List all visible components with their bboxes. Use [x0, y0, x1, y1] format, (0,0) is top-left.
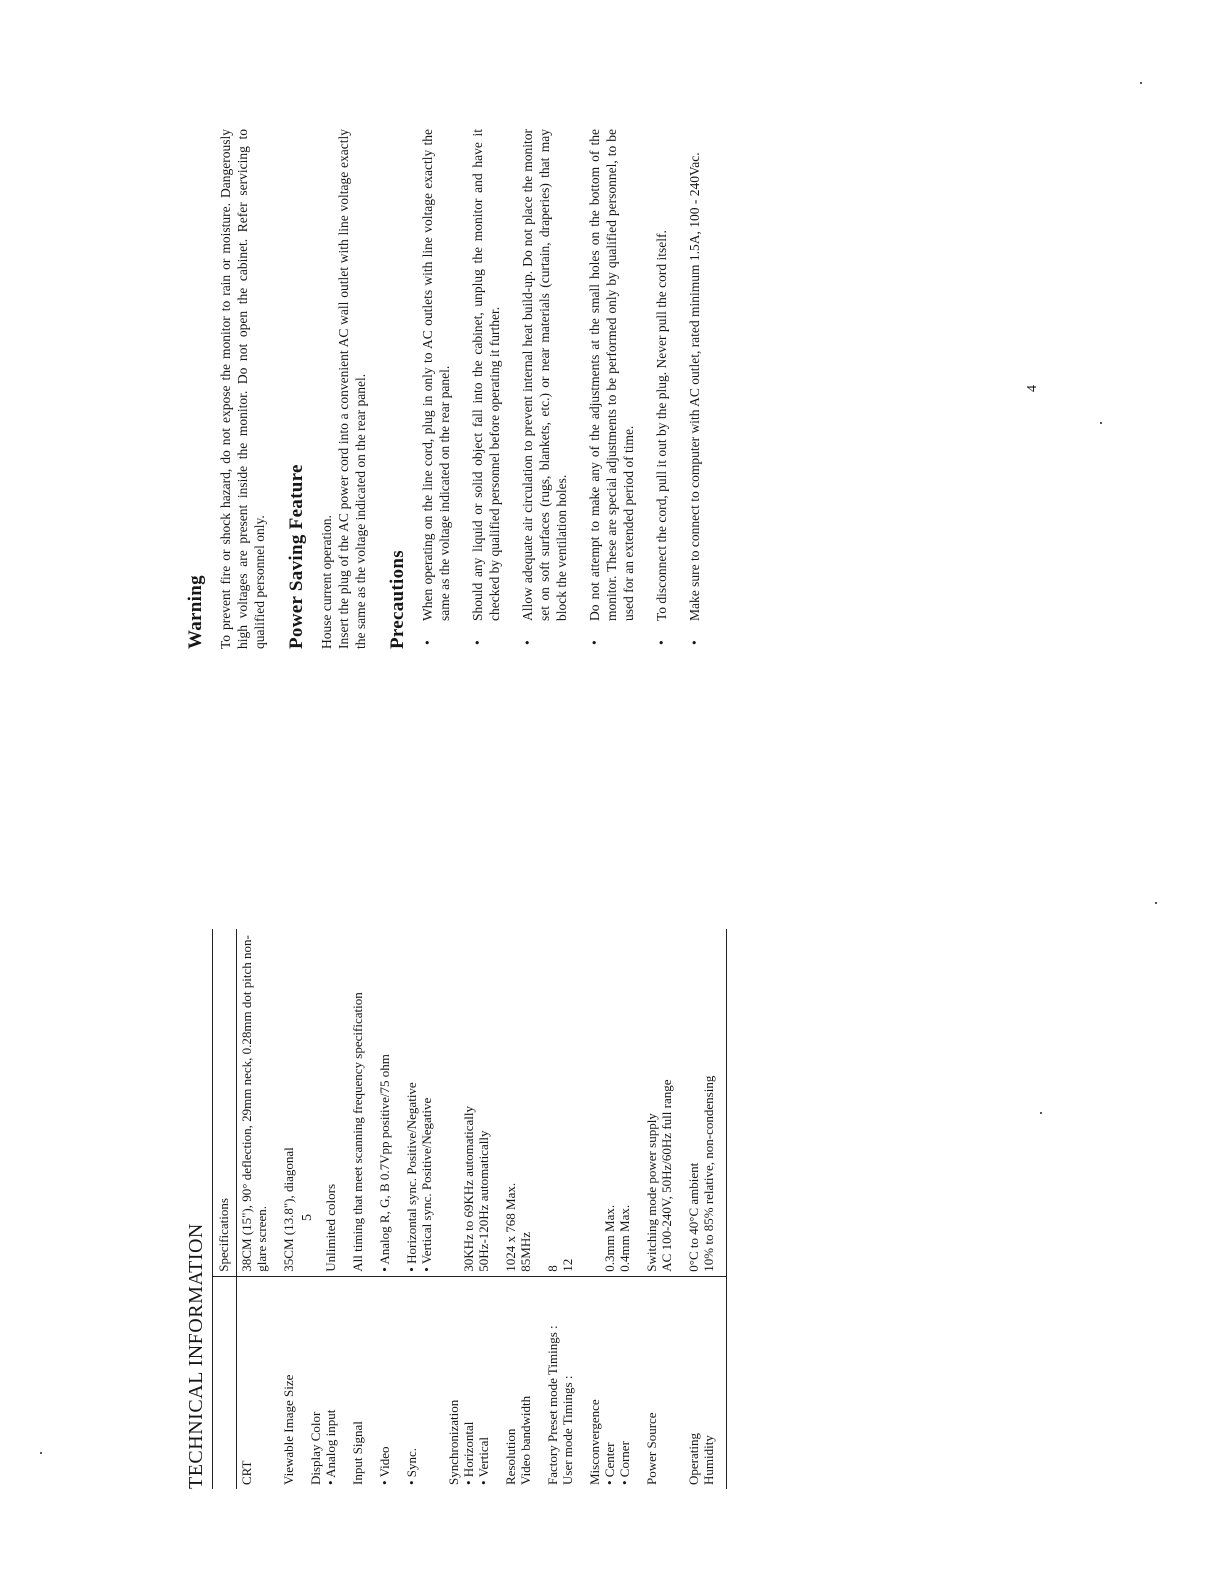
table-row [375, 929, 402, 1489]
precaution-text: Do not attempt to make any of the adjustments at the small holes on the bottom of the monitor. These are special adjustments to be performed only by qualified personnel, to be used for an extended period of time. [587, 129, 636, 621]
spec-value: 8 12 [543, 929, 585, 1276]
bullet-glyph: • [470, 640, 485, 645]
table-row [585, 929, 642, 1489]
bullet-glyph: • [420, 640, 435, 645]
bullet-glyph: • [654, 640, 669, 645]
bullet-glyph: • [687, 640, 702, 645]
scan-speck [1140, 82, 1142, 84]
table-header-specifications: Specifications [213, 929, 237, 1276]
spec-label: Operating Humidity [686, 1433, 716, 1485]
spec-label: Viewable Image Size [281, 1374, 296, 1485]
spec-label: Power Source [644, 1412, 659, 1485]
spec-value: 0°C to 40°C ambient 10% to 85% relative, non-condensing [684, 929, 727, 1276]
warning-text: To prevent fire or shock hazard, do not expose the monitor to rain or moisture. Dangerously high voltages are present inside the monitor. Do not open the cabinet. Refer servicing to qualified personnel only. [218, 129, 267, 649]
table-header-blank [213, 1276, 237, 1489]
spec-value: Switching mode power supply AC 100-240V, 50Hz/60Hz full range [642, 929, 684, 1276]
precaution-item [686, 129, 703, 649]
spec-value: 0.3mm Max. 0.4mm Max. [585, 929, 642, 1276]
specifications-table [212, 929, 727, 1489]
spec-value: 38CM (15"), 90° deflection, 29mm neck, 0.28mm dot pitch non-glare screen. [237, 929, 280, 1276]
spec-value: Unlimited colors [306, 929, 348, 1276]
precaution-item [586, 129, 637, 649]
precaution-text: Make sure to connect to computer with AC outlet, rated minimum 1.5A, 100 - 240Vac. [687, 152, 702, 621]
spec-label: Input Signal [350, 1421, 365, 1485]
technical-information-title: TECHNICAL INFORMATION [185, 1223, 207, 1489]
power-saving-title: Power Saving Feature [286, 464, 307, 649]
spec-value: • Analog R, G, B 0.7Vpp positive/75 ohm [375, 929, 402, 1276]
spec-label: Synchronization • Horizontal • Vertical [446, 1399, 491, 1485]
table-row [684, 929, 727, 1489]
table-header-row [213, 929, 237, 1489]
technical-information-section [185, 929, 727, 1489]
bullet-glyph: • [520, 640, 535, 645]
spec-value: • Horizontal sync. Positive/Negative • Vertical sync. Positive/Negative [402, 929, 444, 1276]
page-number-4: 4 [1025, 385, 1040, 392]
precaution-text: Allow adequate air circulation to prevent internal heat build-up. Do not place the monitor set on soft surfaces (rugs, blankets, etc.) or near materials (curtain, draperies) that may block the ventilation holes. [520, 129, 569, 621]
spec-value: 35CM (13.8"), diagonal [279, 929, 306, 1276]
specifications-table-body [237, 929, 727, 1489]
power-saving-text [318, 129, 369, 649]
precaution-text: To disconnect the cord, pull it out by the plug. Never pull the cord itself. [654, 230, 669, 621]
precaution-item [519, 129, 570, 649]
table-row [279, 929, 306, 1489]
table-row [543, 929, 585, 1489]
scan-speck [1040, 1112, 1042, 1114]
spec-label: • Sync. [404, 1447, 419, 1485]
spec-label: CRT [239, 1460, 254, 1485]
spec-label: Factory Preset mode Timings : User mode Timings : [545, 1325, 575, 1485]
power-saving-text-line-2: Insert the plug of the AC power cord into a convenient AC wall outlet with line voltage exactly the same as the voltage indicated on the rear panel. [336, 129, 368, 649]
bullet-glyph: • [587, 640, 602, 645]
precaution-item [419, 129, 453, 649]
warning-title: Warning [185, 575, 206, 649]
spec-value: All timing that meet scanning frequency specification [348, 929, 375, 1276]
table-row [348, 929, 375, 1489]
table-row [501, 929, 543, 1489]
table-row [237, 929, 280, 1489]
spec-value: 30KHz to 69KHz automatically 50Hz-120Hz automatically [444, 929, 501, 1276]
precaution-text: When operating on the line cord, plug in only to AC outlets with line voltage exactly the same as the voltage indicated on the rear panel. [420, 129, 452, 621]
precautions-title: Precautions [387, 550, 408, 649]
table-row [642, 929, 684, 1489]
table-row [444, 929, 501, 1489]
spec-label: Misconvergence • Center • Corner [587, 1399, 632, 1485]
precaution-item [469, 129, 503, 649]
spec-label: Resolution Video bandwidth [503, 1395, 533, 1485]
spec-label: • Video [377, 1446, 392, 1485]
precautions-list [419, 129, 703, 649]
spec-value: 1024 x 768 Max. 85MHz [501, 929, 543, 1276]
page-number-5: 5 [300, 1214, 315, 1221]
spec-label: Display Color • Analog input [308, 1409, 338, 1485]
scan-speck [1155, 902, 1157, 904]
table-row [306, 929, 348, 1489]
precaution-item [653, 129, 670, 649]
safety-section [185, 129, 719, 649]
precaution-text: Should any liquid or solid object fall into the cabinet, unplug the monitor and have it checked by qualified personnel before operating it further. [470, 129, 502, 621]
power-saving-text-line-1: House current operation. [319, 515, 334, 649]
scan-speck [40, 1452, 42, 1454]
table-row [402, 929, 444, 1489]
scan-speck [1100, 422, 1102, 424]
